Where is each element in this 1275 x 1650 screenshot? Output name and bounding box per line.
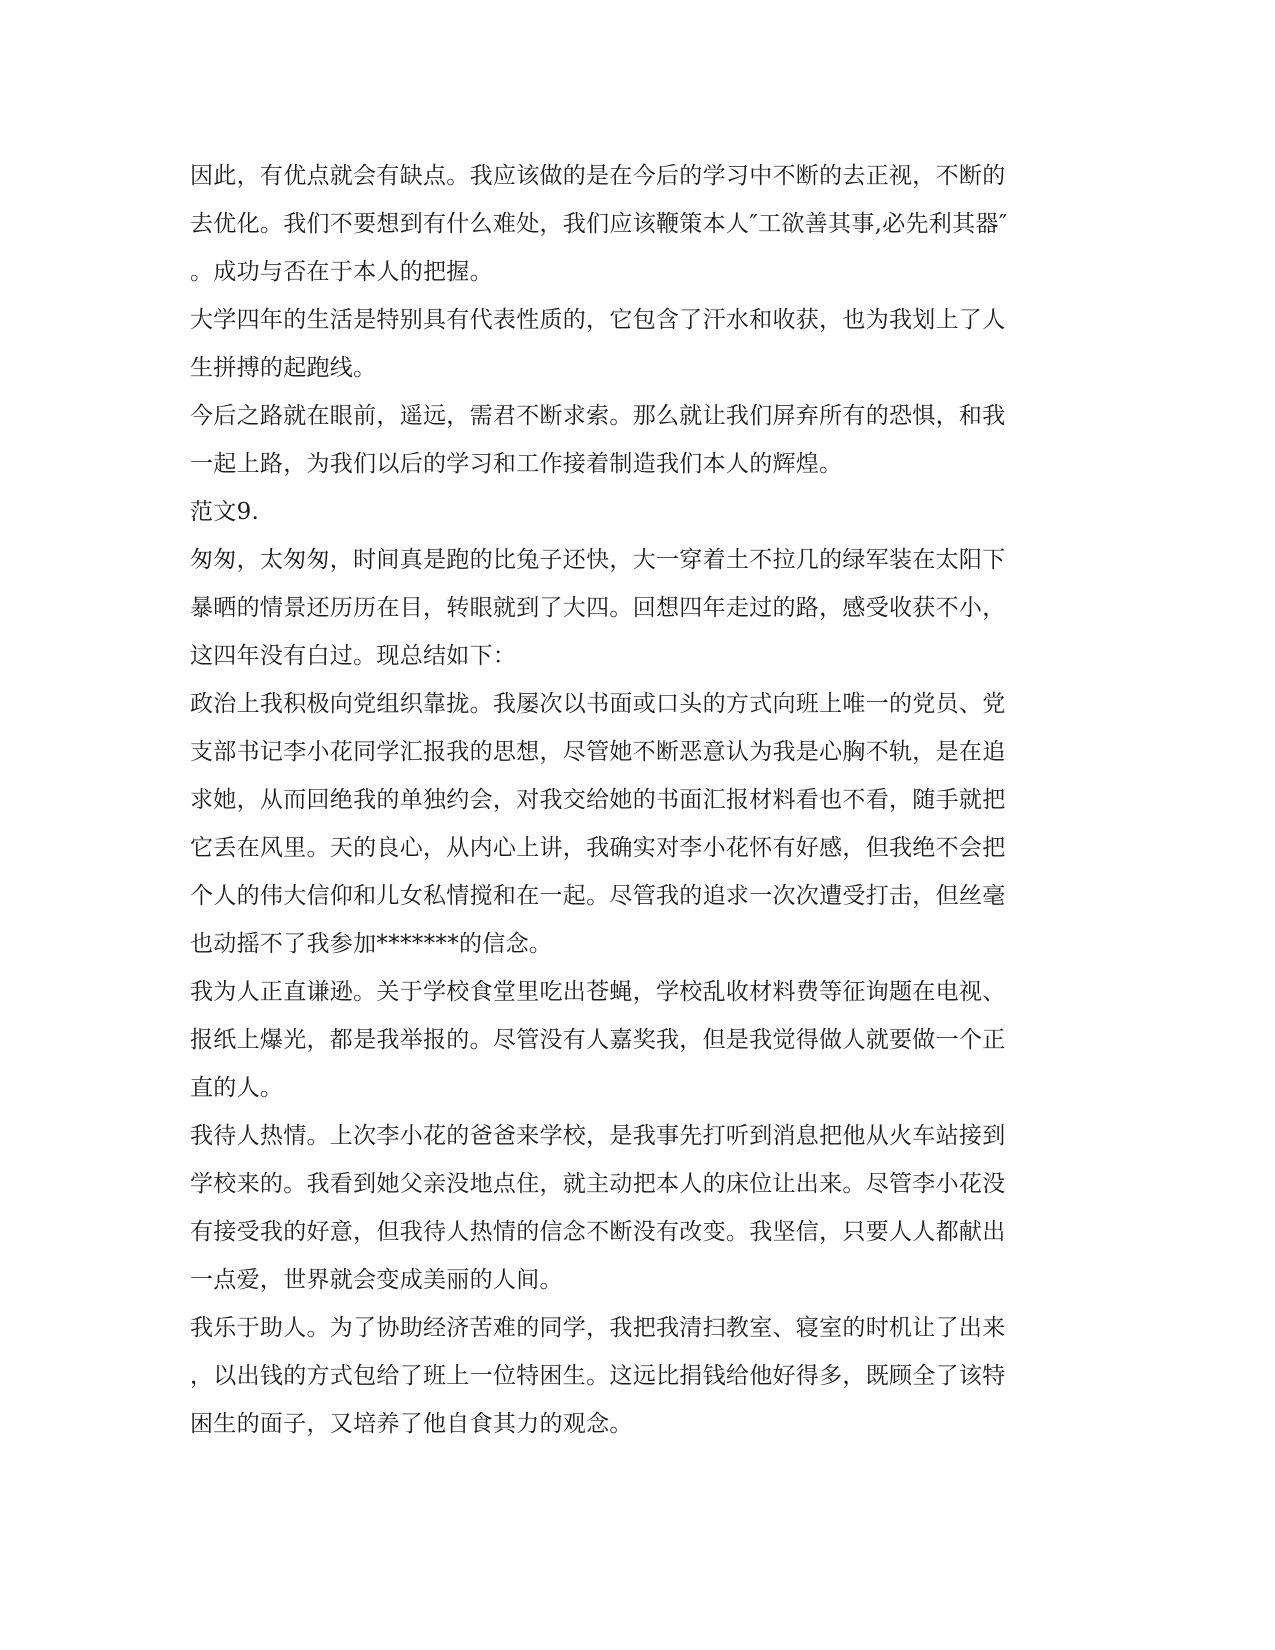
text-line: 求她，从而回绝我的单独约会，对我交给她的书面汇报材料看也不看，随手就把: [190, 787, 1006, 813]
text-line: 也动摇不了我参加*******的信念。: [190, 931, 553, 957]
text-line: 我乐于助人。为了协助经济苦难的同学，我把我清扫教室、寝室的时机让了出来: [190, 1315, 1006, 1341]
text-line: 去优化。我们不要想到有什么难处，我们应该鞭策本人″工欲善其事,必先利其器″: [190, 211, 1008, 237]
text-line: 政治上我积极向党组织靠拢。我屡次以书面或口头的方式向班上唯一的党员、党: [190, 691, 1006, 717]
text-line: 这四年没有白过。现总结如下：: [190, 643, 517, 669]
section-heading: 范文9.: [190, 499, 260, 525]
text-line: 学校来的。我看到她父亲没地点住，就主动把本人的床位让出来。尽管李小花没: [190, 1171, 1006, 1197]
text-line: 生拼搏的起跑线。: [190, 355, 377, 381]
text-line: 它丢在风里。天的良心，从内心上讲，我确实对李小花怀有好感，但我绝不会把: [190, 835, 1006, 861]
document-body: [190, 152, 1070, 1448]
text-line: 大学四年的生活是特别具有代表性质的，它包含了汗水和收获，也为我划上了人: [190, 307, 1006, 333]
text-line: 我为人正直谦逊。关于学校食堂里吃出苍蝇，学校乱收材料费等征询题在电视、: [190, 979, 1006, 1005]
text-line: 直的人。: [190, 1075, 284, 1101]
text-line: 因此，有优点就会有缺点。我应该做的是在今后的学习中不断的去正视，不断的: [190, 163, 1006, 189]
text-line: 匆匆，太匆匆，时间真是跑的比兔子还快，大一穿着土不拉几的绿军装在太阳下: [190, 547, 1006, 573]
text-line: 一点爱，世界就会变成美丽的人间。: [190, 1267, 563, 1293]
text-line: ，以出钱的方式包给了班上一位特困生。这远比捐钱给他好得多，既顾全了该特: [190, 1363, 1006, 1389]
text-line: 个人的伟大信仰和儿女私情搅和在一起。尽管我的追求一次次遭受打击，但丝毫: [190, 883, 1006, 909]
text-line: 支部书记李小花同学汇报我的思想，尽管她不断恶意认为我是心胸不轨，是在追: [190, 739, 1006, 765]
text-line: 报纸上爆光，都是我举报的。尽管没有人嘉奖我，但是我觉得做人就要做一个正: [190, 1027, 1006, 1053]
text-line: 暴晒的情景还历历在目，转眼就到了大四。回想四年走过的路，感受收获不小，: [190, 595, 1006, 621]
text-line: 。成功与否在于本人的把握。: [190, 259, 493, 285]
text-line: 一起上路，为我们以后的学习和工作接着制造我们本人的辉煌。: [190, 451, 843, 477]
text-line: 困生的面子，又培养了他自食其力的观念。: [190, 1411, 633, 1437]
text-line: 我待人热情。上次李小花的爸爸来学校，是我事先打听到消息把他从火车站接到: [190, 1123, 1006, 1149]
text-line: 今后之路就在眼前，遥远，需君不断求索。那么就让我们屏弃所有的恐惧，和我: [190, 403, 1006, 429]
text-line: 有接受我的好意，但我待人热情的信念不断没有改变。我坚信，只要人人都献出: [190, 1219, 1006, 1245]
